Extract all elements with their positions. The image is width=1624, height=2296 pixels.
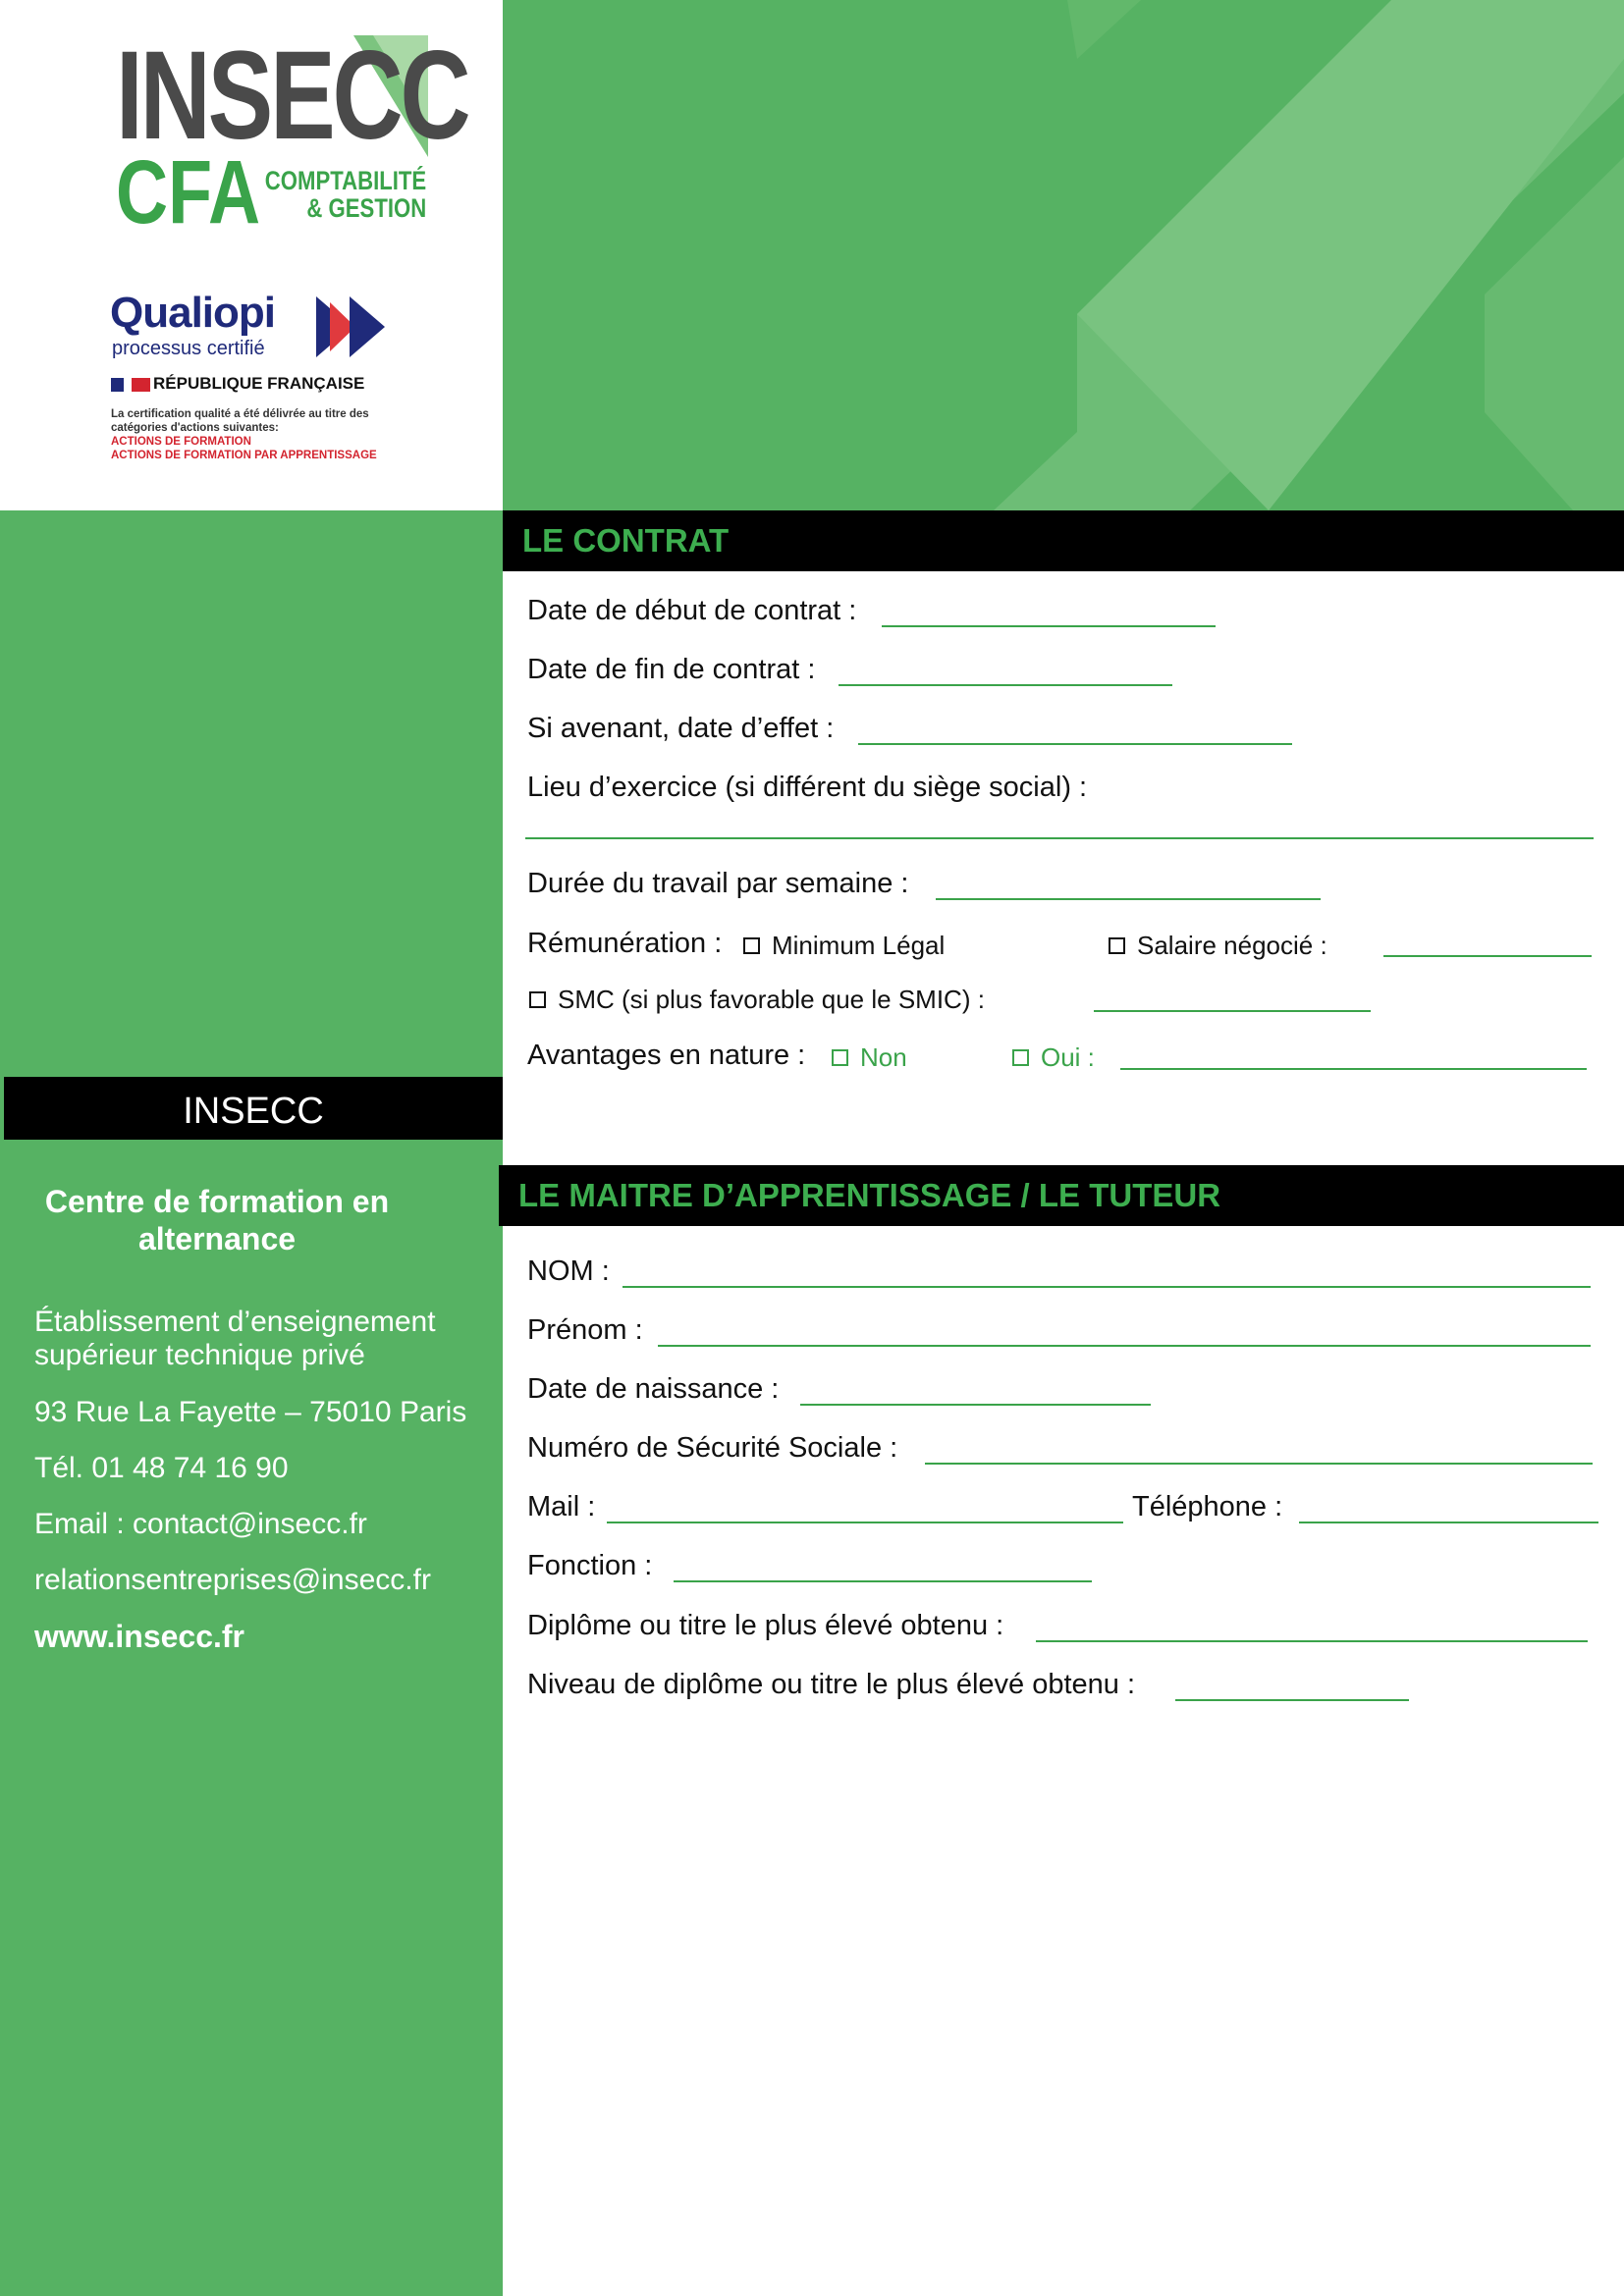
smc-label: SMC (si plus favorable que le SMIC) : [558, 985, 985, 1014]
minimum-legal-label: Minimum Légal [772, 931, 946, 960]
header-banner [503, 0, 1624, 510]
duree-travail-label: Durée du travail par semaine : [527, 868, 909, 899]
nom-label: NOM : [527, 1255, 610, 1287]
diplome-label: Diplôme ou titre le plus élevé obtenu : [527, 1610, 1004, 1641]
avenant-field[interactable] [858, 743, 1292, 745]
qualiopi-subtitle: processus certifié [112, 338, 265, 359]
prenom-label: Prénom : [527, 1314, 643, 1346]
cert-text-line-2: catégories d'actions suivantes: [111, 422, 279, 434]
avantages-oui-checkbox[interactable] [1012, 1049, 1029, 1066]
avantages-non-checkbox[interactable] [832, 1049, 848, 1066]
sidebar-description-line-2: supérieur technique privé [34, 1339, 365, 1371]
avantages-nature-label: Avantages en nature : [527, 1040, 806, 1071]
banner-decoration [503, 0, 1624, 510]
date-debut-field[interactable] [882, 625, 1216, 627]
smc-option[interactable] [529, 985, 985, 1015]
sidebar-brand-bar [4, 1077, 503, 1140]
minimum-legal-checkbox[interactable] [743, 937, 760, 954]
sidebar-email[interactable]: Email : contact@insecc.fr [34, 1508, 367, 1540]
telephone-label: Téléphone : [1132, 1491, 1283, 1522]
smc-field[interactable] [1094, 1010, 1371, 1012]
date-naissance-label: Date de naissance : [527, 1373, 780, 1405]
smc-checkbox[interactable] [529, 991, 546, 1008]
salaire-negocie-checkbox[interactable] [1109, 937, 1125, 954]
duree-travail-field[interactable] [936, 898, 1321, 900]
insecc-logo-text: INSECC [116, 26, 468, 166]
maitre-section-header [499, 1165, 1624, 1226]
logo-tagline-line-2: & GESTION [306, 193, 427, 224]
lieu-exercice-label: Lieu d’exercice (si différent du siège social) : [527, 772, 1088, 803]
contrat-section-title: LE CONTRAT [522, 522, 730, 559]
avantages-non-option[interactable] [832, 1042, 907, 1073]
mail-label: Mail : [527, 1491, 596, 1522]
sidebar-phone: Tél. 01 48 74 16 90 [34, 1452, 289, 1484]
securite-sociale-label: Numéro de Sécurité Sociale : [527, 1432, 898, 1464]
salaire-negocie-label: Salaire négocié : [1137, 931, 1327, 960]
salaire-negocie-option[interactable] [1109, 931, 1327, 961]
prenom-field[interactable] [658, 1345, 1591, 1347]
sidebar-website-link[interactable]: www.insecc.fr [34, 1619, 244, 1654]
telephone-field[interactable] [1299, 1522, 1598, 1523]
sidebar-address: 93 Rue La Fayette – 75010 Paris [34, 1396, 467, 1428]
remuneration-label: Rémunération : [527, 928, 723, 959]
logo-tagline [257, 167, 426, 223]
niveau-diplome-label: Niveau de diplôme ou titre le plus élevé obtenu : [527, 1669, 1136, 1700]
cfa-logo-text: CFA [116, 142, 261, 242]
date-fin-label: Date de fin de contrat : [527, 654, 816, 685]
date-debut-label: Date de début de contrat : [527, 595, 857, 626]
fonction-field[interactable] [674, 1580, 1092, 1582]
cert-text-line-4: ACTIONS DE FORMATION PAR APPRENTISSAGE [111, 450, 377, 461]
securite-sociale-field[interactable] [925, 1463, 1593, 1465]
qualiopi-logo-text: Qualiopi [110, 289, 275, 337]
sidebar-email-relations[interactable]: relationsentreprises@insecc.fr [34, 1564, 431, 1596]
republique-francaise-label: RÉPUBLIQUE FRANÇAISE [153, 374, 365, 393]
nom-field[interactable] [623, 1286, 1591, 1288]
cert-text-line-3: ACTIONS DE FORMATION [111, 436, 251, 448]
sidebar-description-line-1: Établissement d’enseignement [34, 1306, 436, 1338]
qualiopi-arrows-icon [316, 296, 389, 357]
logo-panel [0, 0, 503, 510]
avantages-oui-field[interactable] [1120, 1068, 1587, 1070]
avantages-non-label: Non [860, 1042, 907, 1072]
avantages-oui-label: Oui : [1041, 1042, 1095, 1072]
salaire-negocie-field[interactable] [1383, 955, 1592, 957]
lieu-exercice-field[interactable] [525, 837, 1594, 839]
date-naissance-field[interactable] [800, 1404, 1151, 1406]
logo-tagline-line-1: COMPTABILITÉ [264, 166, 427, 195]
sidebar-title: Centre de formation en alternance [44, 1184, 390, 1256]
maitre-section-title: LE MAITRE D’APPRENTISSAGE / LE TUTEUR [518, 1177, 1221, 1213]
niveau-diplome-field[interactable] [1175, 1699, 1409, 1701]
fonction-label: Fonction : [527, 1550, 653, 1581]
mail-field[interactable] [607, 1522, 1123, 1523]
minimum-legal-option[interactable] [743, 931, 945, 961]
diplome-field[interactable] [1036, 1640, 1588, 1642]
avantages-oui-option[interactable] [1012, 1042, 1095, 1073]
avenant-label: Si avenant, date d’effet : [527, 713, 835, 744]
cert-text-line-1: La certification qualité a été délivrée au titre des [111, 408, 369, 420]
republique-flag-icon [111, 378, 150, 392]
date-fin-field[interactable] [839, 684, 1172, 686]
sidebar-brand-label: INSECC [183, 1091, 324, 1132]
contrat-section-header [503, 510, 1624, 571]
